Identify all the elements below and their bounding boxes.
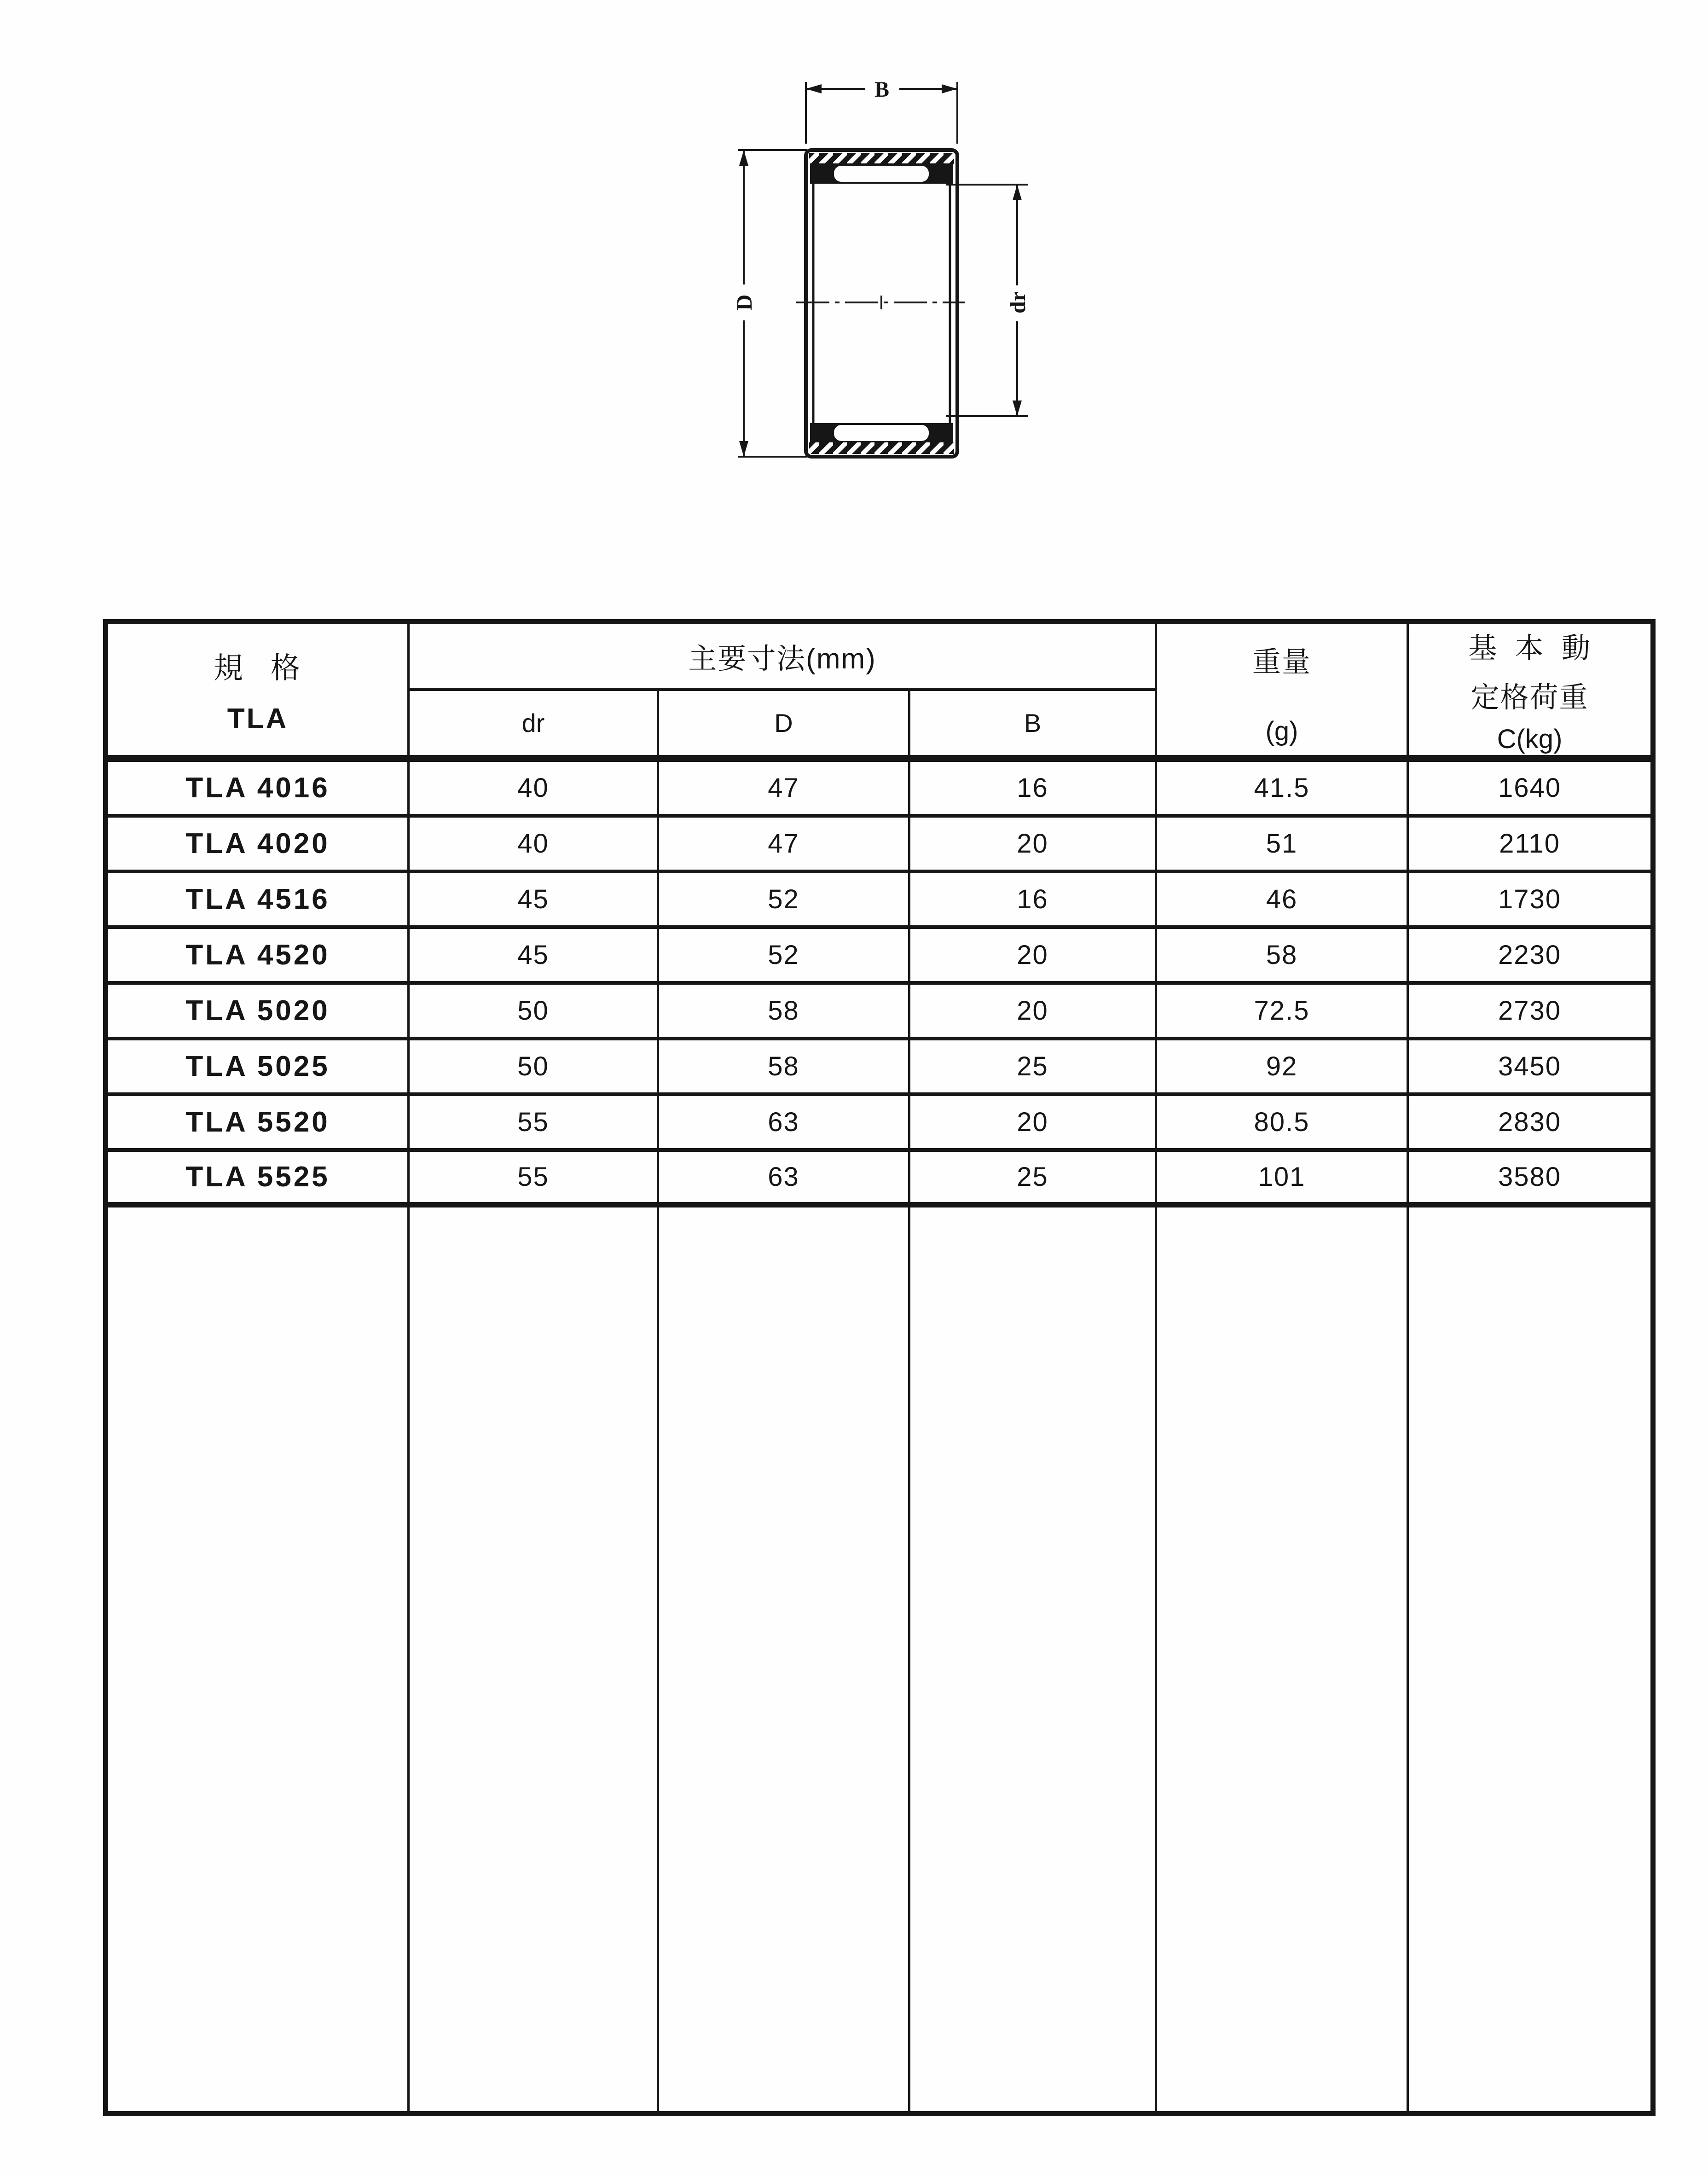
row-model: TLA 5020 [108, 985, 410, 1040]
row-rating: 3580 [1409, 1152, 1650, 1208]
row-weight: 101 [1157, 1152, 1409, 1208]
row-model: TLA 5525 [108, 1152, 410, 1208]
row-weight: 72.5 [1157, 985, 1409, 1040]
row-dr: 40 [410, 762, 659, 818]
arrowhead-up [739, 150, 748, 166]
row-weight: 92 [1157, 1040, 1409, 1096]
row-dr: 55 [410, 1152, 659, 1208]
row-rating: 2730 [1409, 985, 1650, 1040]
empty-cell [1409, 1208, 1650, 2111]
row-B: 20 [910, 818, 1157, 873]
label-width-B: B [874, 77, 890, 102]
row-B: 25 [910, 1152, 1157, 1208]
empty-cell [910, 1208, 1157, 2111]
row-B: 20 [910, 1096, 1157, 1152]
bearing-cross-section-diagram [709, 28, 1059, 493]
row-model: TLA 5025 [108, 1040, 410, 1096]
arrowhead-down [739, 441, 748, 457]
row-model: TLA 4016 [108, 762, 410, 818]
rating-line1: 基 本 動 [1468, 632, 1591, 664]
row-rating: 2830 [1409, 1096, 1650, 1152]
weight-title: 重量 [1252, 646, 1311, 678]
row-B: 25 [910, 1040, 1157, 1096]
label-outer-diameter-D: D [732, 294, 757, 311]
row-dr: 50 [410, 1040, 659, 1096]
dims-group-label: 主要寸法(mm) [688, 643, 876, 675]
row-rating: 1730 [1409, 873, 1650, 929]
row-model: TLA 4516 [108, 873, 410, 929]
header-col-D [659, 691, 910, 762]
row-model: TLA 4020 [108, 818, 410, 873]
empty-cell [659, 1208, 910, 2111]
row-D: 58 [659, 1040, 910, 1096]
spec-title: 規 格 [214, 651, 302, 685]
row-weight: 80.5 [1157, 1096, 1409, 1152]
col-label-B: B [1024, 708, 1042, 737]
row-weight: 46 [1157, 873, 1409, 929]
row-model: TLA 4520 [108, 929, 410, 985]
row-dr: 50 [410, 985, 659, 1040]
header-spec [108, 624, 410, 762]
header-dimensions-group [410, 624, 1157, 691]
row-D: 58 [659, 985, 910, 1040]
row-D: 52 [659, 929, 910, 985]
row-D: 47 [659, 818, 910, 873]
needle-roller-top [834, 166, 929, 182]
row-dr: 45 [410, 929, 659, 985]
row-D: 63 [659, 1152, 910, 1208]
needle-roller-bottom [834, 425, 929, 441]
rating-line3: C(kg) [1497, 724, 1563, 754]
weight-unit: (g) [1265, 716, 1298, 746]
row-model: TLA 5520 [108, 1096, 410, 1152]
row-B: 20 [910, 985, 1157, 1040]
col-label-dr: dr [521, 708, 545, 737]
row-rating: 2230 [1409, 929, 1650, 985]
row-dr: 40 [410, 818, 659, 873]
empty-cell [410, 1208, 659, 2111]
row-B: 16 [910, 762, 1157, 818]
row-weight: 58 [1157, 929, 1409, 985]
row-rating: 1640 [1409, 762, 1650, 818]
header-col-B [910, 691, 1157, 762]
row-rating: 3450 [1409, 1040, 1650, 1096]
arrowhead-right [942, 84, 957, 93]
empty-cell [1157, 1208, 1409, 2111]
arrowhead-up [1013, 185, 1022, 200]
row-weight: 41.5 [1157, 762, 1409, 818]
row-D: 63 [659, 1096, 910, 1152]
empty-cell [108, 1208, 410, 2111]
header-col-dr [410, 691, 659, 762]
header-load-rating [1409, 624, 1650, 762]
row-dr: 55 [410, 1096, 659, 1152]
label-bore-diameter-dr: dr [1006, 291, 1030, 313]
row-B: 20 [910, 929, 1157, 985]
row-rating: 2110 [1409, 818, 1650, 873]
header-weight [1157, 624, 1409, 762]
hatched-wall-bottom [809, 442, 954, 454]
hatched-wall-top [809, 153, 954, 164]
row-dr: 45 [410, 873, 659, 929]
arrowhead-down [1013, 401, 1022, 416]
spec-series: TLA [227, 702, 289, 735]
rating-line2: 定格荷重 [1471, 681, 1589, 714]
col-label-D: D [774, 708, 793, 737]
specification-table [103, 619, 1656, 2116]
row-D: 52 [659, 873, 910, 929]
row-weight: 51 [1157, 818, 1409, 873]
row-B: 16 [910, 873, 1157, 929]
row-D: 47 [659, 762, 910, 818]
arrowhead-left [806, 84, 822, 93]
